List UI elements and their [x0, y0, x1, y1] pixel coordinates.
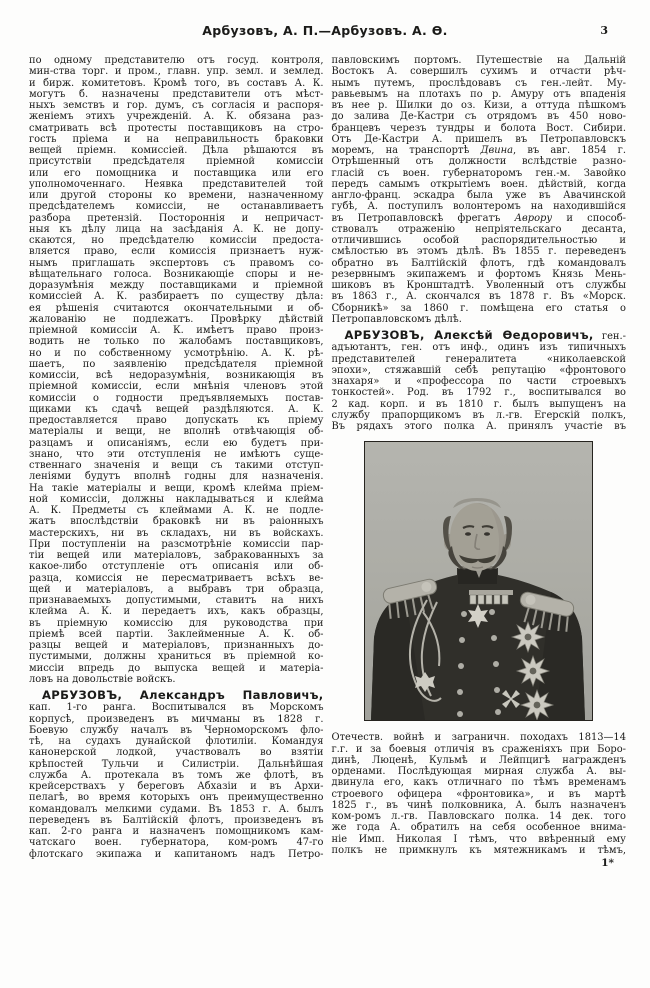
text-line: флотскаго экипажа и капитаномъ надъ Петро-	[29, 848, 324, 860]
text-columns	[29, 55, 626, 860]
text-line: тѣ, на судахъ дунайской флотиліи. Командуя	[29, 736, 324, 747]
text-line: эпохи», стяжавшій себѣ репутацію «фронтового	[331, 364, 626, 376]
page-number: 3	[600, 24, 608, 37]
text-line: ствовалъ отраженію непріятельскаго десанта,	[331, 223, 626, 235]
text-line: уполномоченнаго. Неявка представителей той	[29, 178, 324, 190]
text-line: Боевую службу началъ въ Черноморскомъ фло-	[29, 724, 324, 736]
text-line: Отечеств. войнѣ и заграничн. походахъ 1813—14	[331, 732, 626, 744]
text-line: англо-франц. эскадра была уже въ Авачинской	[331, 190, 626, 201]
text-line: шаетъ, по заявленію предсѣдателя пріемной	[29, 358, 324, 370]
text-line: пріемной комиссіи, если мнѣнія членовъ этой	[29, 381, 324, 393]
text-line: комиссіи, всѣ недоразумѣнія, возникающія въ	[29, 370, 324, 381]
text-line: предсѣдателемъ комиссіи, не останавливаетъ	[29, 201, 324, 213]
text-line: разцамъ и описаніямъ, если ею будетъ при-	[29, 437, 324, 449]
text-line: матеріалы и вещи, не вполнѣ отвѣчающія об-	[29, 426, 324, 438]
text-line: до залива Де-Кастри съ отрядомъ въ 450 ново-	[331, 111, 626, 123]
text-line: ственнаго значенія и вещи съ такими отступ-	[29, 460, 324, 471]
text-line: разцы вещей и матеріаловъ, признанныхъ до-	[29, 640, 324, 651]
text-line: доразумѣнія между поставщиками и пріемной	[29, 280, 324, 291]
text-line: бранцевъ черезъ тундры и болота Вост. Сибири.	[331, 122, 626, 134]
text-line: кап. 2-го ранга и назначенъ помощникомъ кам-	[29, 826, 324, 837]
text-line: командовалъ мелкими судами. Въ 1853 г. А. былъ	[29, 803, 324, 815]
text-line: щей и матеріаловъ, а выбравъ три образца,	[29, 583, 324, 595]
text-line: скаются, но предсѣдателю комиссіи предоста-	[29, 235, 324, 246]
text-line: обратно въ Балтійскій флотъ, гдѣ командовалъ	[331, 257, 626, 269]
text-line: ныхъ земствъ и гор. думъ, съ согласія и распоря-	[29, 100, 324, 111]
text-line: пелагѣ, во время которыхъ онъ преимущественно	[29, 792, 324, 804]
text-line: водить не только по жалобамъ поставщиковъ,	[29, 336, 324, 348]
text-line: признаваемыхъ допустимыми, ставитъ на нихъ	[29, 595, 324, 606]
text-line: но и по собственному усмотрѣнію. А. К. рѣ-	[29, 347, 324, 359]
text-line: кап. 1-го ранга. Воспитывался въ Морскомъ	[29, 702, 324, 714]
text-line: вѣщательнаго голоса. Возникающіе споры и не-	[29, 268, 324, 280]
text-line: знахаря» и «профессора по части строевыхъ	[331, 376, 626, 387]
text-line: службу прапорщикомъ въ л.-гв. Егерскій полкъ,	[331, 409, 626, 421]
text-line: моремъ, на транспортѣ Двина, въ авг. 1854 г.	[331, 145, 626, 156]
entry-heading-line: АРБУЗОВЪ, Алексѣй Ѳедоровичъ, ген.-	[344, 328, 626, 342]
text-line: мин-ства торг. и пром., главн. упр. земл. и землед.	[29, 66, 324, 78]
text-line: чатскаго воен. губернатора, ком-ромъ 47-го	[29, 837, 324, 849]
text-line: комиссіей А. К. разбираетъ по существу дѣла:	[29, 291, 324, 303]
text-line: пустимыми, должны храниться въ пріемной ко-	[29, 651, 324, 663]
text-line: адъютантъ, ген. отъ инф., одинъ изъ типичныхъ	[331, 342, 626, 354]
left-column	[29, 55, 324, 860]
text-line: губѣ, А. поступилъ волонтеромъ на находившійся	[331, 201, 626, 213]
text-line: Петропавловскомъ дѣлѣ.	[331, 313, 462, 325]
text-line: корпусѣ, произведенъ въ мичманы въ 1828 г.	[29, 713, 324, 725]
text-line: комиссіи о годности предъявляемыхъ постав-	[29, 392, 324, 404]
text-line: 1825 г., въ чинѣ полковника, А. былъ назначенъ	[331, 799, 626, 811]
text-line: Отъ Де-Кастри А. пришелъ въ Петропавловскъ	[331, 133, 626, 145]
text-line: по одному представителю отъ госуд. контроля,	[29, 55, 324, 66]
text-line: крейсерствахъ у береговъ Абхазіи и въ Архи-	[29, 781, 324, 792]
text-line: На такіе матеріалы и вещи, кромѣ клейма пріем-	[29, 482, 324, 494]
text-line: пріемѣ всей партіи. Заклейменные А. К. об-	[29, 628, 324, 640]
text-line: вляется право, если комиссія признаетъ нуж-	[29, 246, 324, 258]
text-line: же года А. обратилъ на себя особенное внима-	[331, 822, 626, 834]
text-line: орденами. Послѣдующая мирная служба А. вы-	[331, 766, 626, 777]
text-line: павловскимъ портомъ. Путешествіе на Дальній	[331, 55, 626, 66]
text-line: въ нее р. Шилки до оз. Кизи, а оттуда пѣшкомъ	[331, 100, 626, 111]
text-line: ком-ромъ л.-гв. Павловскаго полка. 14 дек. того	[331, 811, 626, 822]
text-line: Въ рядахъ этого полка А. принялъ участіе въ	[331, 421, 626, 432]
text-line: представителей генералитета «николаевской	[331, 353, 626, 365]
text-line: присутствіи предсѣдателя пріемной комиссіи	[29, 156, 324, 168]
text-line: равьевымъ на плотахъ по р. Амуру отъ впаденія	[331, 88, 626, 100]
text-line: гость пріема и на неправильность браковки	[29, 133, 324, 145]
text-line: нымъ приглашать экспертовъ съ правомъ со-	[29, 257, 324, 269]
text-line: въ 1863 г., А. скончался въ 1878 г. Въ «Морск.	[331, 291, 626, 303]
portrait-engraving	[365, 442, 592, 720]
text-line: могутъ б. назначены представители отъ мѣст-	[29, 88, 324, 100]
text-line: разца, комиссія не пересматриваетъ всѣхъ ве-	[29, 572, 324, 584]
text-line: знано, что эти отступленія не имѣютъ суще-	[29, 448, 324, 460]
text-line: или его помощника и поставщика или его	[29, 167, 324, 179]
entry-heading-line: АРБУЗОВЪ, Александръ Павловичъ,	[42, 688, 324, 702]
text-line: А. К. Предметы съ клеймами А. К. не подле-	[29, 505, 324, 516]
text-line: жатъ впослѣдствіи браковкѣ ни въ раіонныхъ	[29, 516, 324, 528]
text-line: ныя къ дѣлу лица на засѣданія А. К. не допу-	[29, 223, 324, 235]
text-line: отличившись особой распорядительностью и	[331, 235, 626, 246]
text-line: канонерской лодкой, участвовалъ во взятіи	[29, 747, 324, 759]
text-line: При поступленіи на разсмотрѣніе комиссіи пар-	[29, 538, 324, 550]
text-line: смѣлостью въ этомъ дѣлѣ. Въ 1855 г. переведенъ	[331, 246, 626, 258]
text-line: жалованію не подлежатъ. Провѣрку дѣйствій	[29, 313, 324, 325]
text-line: двинула его, какъ отличнаго по тѣмъ временамъ	[331, 777, 626, 789]
text-line: пріемной комиссіи А. К. имѣетъ право произ-	[29, 325, 324, 336]
text-line: нымъ путемъ, прослѣдовавъ съ ген.-лейт. Му-	[331, 77, 626, 89]
right-column	[332, 55, 627, 856]
text-line: гласій съ воен. губернаторомъ ген.-м. Завойко	[331, 167, 626, 179]
text-line: въ Петропавловскѣ фрегатъ Аврору и способ-	[331, 212, 626, 224]
text-line: Востокъ А. совершилъ сухимъ и отчасти рѣч-	[331, 66, 626, 78]
text-line: ловъ на довольствіе войскъ.	[29, 673, 176, 685]
text-line: шиковъ въ Кронштадтѣ. Уволенный отъ службы	[331, 280, 626, 291]
signature-mark: 1*	[601, 857, 614, 869]
text-line: или другой стороны ко времени, назначенному	[29, 190, 324, 201]
text-line: Сборникѣ» за 1860 г. помѣщена его статья о	[331, 302, 626, 314]
text-line: ной комиссіи, должны накладываться и клейма	[29, 493, 324, 505]
text-line: г.г. и за боевыя отличія въ сраженіяхъ при Боро-	[331, 743, 626, 755]
text-line: сматривать всѣ протесты поставщиковъ на стро-	[29, 122, 324, 134]
text-line: тонкостей». Род. въ 1792 г., воспитывался во	[331, 387, 626, 399]
text-line: резервнымъ экипажемъ и фортомъ Князь Мень-	[331, 268, 626, 280]
text-line: въ пріемную комиссію для руководства при	[29, 617, 324, 629]
text-line: служба А. протекала въ томъ же флотѣ, въ	[29, 769, 324, 781]
text-line: миссіи впредь до выпуска вещей и матеріа-	[29, 662, 324, 674]
text-line: и бирж. комитетовъ. Кромѣ того, въ составъ А. К.	[29, 77, 324, 89]
text-line: вещей пріемн. комиссіей. Дѣла рѣшаются въ	[29, 145, 324, 156]
text-line: крѣпостей Тульчи и Силистріи. Дальнѣйшая	[29, 758, 324, 770]
text-line: Отрѣшенный отъ должности вслѣдствіе разно-	[331, 156, 626, 168]
text-line: какое-либо отступленіе отъ описанія или об-	[29, 561, 324, 573]
text-line: разбора претензій. Постороннія и непричаст-	[29, 212, 324, 224]
text-line: щиками къ сдачѣ вещей раздѣляются. А. К.	[29, 403, 324, 415]
text-line: строевого офицера «фронтовика», и въ мартѣ	[331, 788, 626, 800]
text-line: 2 кад. корп. и въ 1810 г. былъ выпущенъ на	[331, 398, 626, 410]
text-line: леніями будутъ вполнѣ годны для назначенія.	[29, 471, 324, 483]
text-line: предоставляется право допускать къ пріему	[29, 415, 324, 426]
text-line: динѣ, Люценѣ, Кульмѣ и Лейпцигѣ награжденъ	[331, 754, 626, 766]
text-line: мастерскихъ, ни въ складахъ, ни въ войскахъ.	[29, 527, 324, 539]
text-line: передъ самымъ открытіемъ воен. дѣйствій, когда	[331, 178, 626, 190]
text-line: ніе Имп. Николая I тѣмъ, что ввѣренный ему	[331, 833, 626, 845]
running-header: Арбузовъ, А. П.—Арбузовъ. А. Ѳ.	[202, 23, 448, 38]
text-line: переведенъ въ Балтійскій флотъ, произведенъ въ	[29, 814, 324, 826]
text-line: клейма А. К. и передаетъ ихъ, какъ образцы,	[29, 606, 324, 618]
text-line: полкъ не примкнулъ къ мятежникамъ и тѣмъ,	[331, 844, 626, 856]
text-line: ея рѣшенія считаются окончательными и об-	[29, 302, 324, 314]
text-line: тіи вещей или матеріаловъ, забракованныхъ за	[29, 550, 324, 561]
portrait-image	[364, 441, 593, 721]
text-line: женіемъ этихъ учрежденій. А. К. обязана раз-	[29, 111, 324, 123]
